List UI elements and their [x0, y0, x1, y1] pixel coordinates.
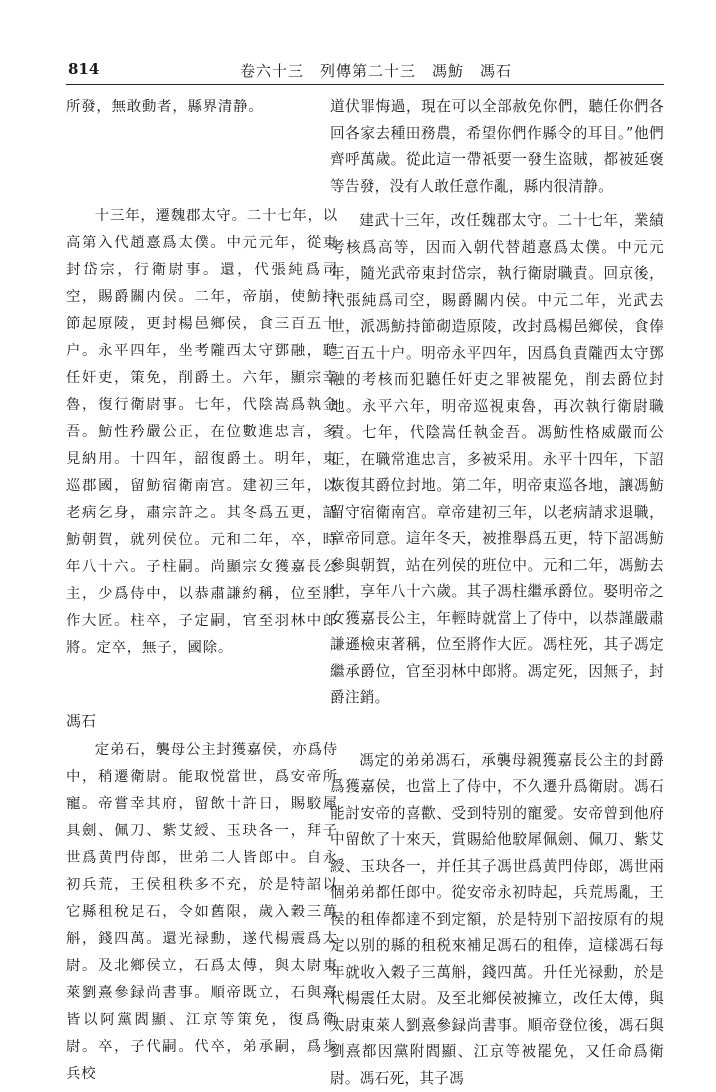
- running-header: 卷六十三 列傳第二十三 馮魴 馮石: [240, 60, 512, 81]
- left-paragraph-top: 所發，無敢動者，縣界清静。: [66, 94, 338, 121]
- section-title: 馮石: [66, 710, 338, 731]
- left-paragraph-2: 定弟石，襲母公主封獲嘉侯，亦爲侍中，稍遷衛尉。能取悦當世，爲安帝所寵。帝嘗幸其府，留飲十許日，賜駮犀具劍、佩刀、紫艾綬、玉玦各一，拜子世爲黄門侍郎，世弟二人皆郎中。自永初兵荒，王侯租秩多不充，於是特詔以它縣租稅足石，令如舊限，歲入穀三萬斛，錢四萬。還光禄勳，遂代楊震爲太尉。及北鄉侯立，石爲太傅，與太尉東萊劉熹參録尚書事。順帝既立，石與熹皆以阿黨閻顯、江京等策免，復爲衛尉。卒，子代嗣。代卒，弟承嗣，爲步兵校: [66, 737, 338, 1088]
- right-paragraph-top: 道伏罪悔過，現在可以全部赦免你們，聽任你們各回各家去種田務農，希望你們作縣令的耳目。”他們齊呼萬歲。從此這一帶祇要一發生盗賊，都被延褒等告發，没有人敢任意作亂，縣内很清静。: [330, 94, 664, 200]
- header-rule: [66, 84, 664, 85]
- right-column-translation: [330, 94, 664, 1092]
- right-paragraph-1: 建武十三年，改任魏郡太守。二十七年，業績考核爲高等，因而入朝代替趙憙爲太僕。中元元年，隨光武帝東封岱宗，執行衛尉職責。回京後，代張純爲司空，賜爵關内侯。中元二年，光武去世，派馮魴持節砌造原陵，改封爲楊邑鄉侯，食俸三百五十户。明帝永平四年，因爲負責隴西太守鄧融的考核而犯聽任奸吏之罪被罷免，削去爵位封地。永平六年，明帝巡視東魯，再次執行衛尉職責。七年，代陰嵩任執金吾。馮魴性格威嚴而公正，在職常進忠言，多被采用。永平十四年，下詔恢復其爵位封地。第二年，明帝東巡各地，讓馮魴留守宿衛南宫。章帝建初三年，以老病請求退職，章帝同意。這年冬天，被推舉爲五更，特下詔馮魴參與朝賀，站在列侯的班位中。元和二年，馮魴去世，享年八十六歲。其子馮柱繼承爵位。娶明帝之女獲嘉長公主，年輕時就當上了侍中，以恭謹嚴肅謙遜檢束著稱，位至將作大匠。馮柱死，其子馮定繼承爵位，官至羽林中郎將。馮定死，因無子，封爵注銷。: [330, 208, 664, 712]
- right-paragraph-2: 馮定的弟弟馮石，承襲母親獲嘉長公主的封爵爲獲嘉侯，也當上了侍中，不久遷升爲衛尉。馮石能討安帝的喜歡、受到特别的寵愛。安帝曾到他府中留飲了十來天，賞賜給他駮犀佩劍、佩刀、紫艾綬、玉玦各一，并任其子馮世爲黄門侍郎，馮世兩個弟弟都任郎中。從安帝永初時起，兵荒馬亂，王侯的租俸都達不到定額，於是特别下詔按原有的規定以别的縣的租税來補足馮石的租俸，這樣馮石每年就收入穀子三萬斛，錢四萬。升任光禄勳，於是代楊震任太尉。及至北鄉侯被擁立，改任太傅，與太尉東萊人劉熹參録尚書事。順帝登位後，馮石與劉熹都因黨附閻顯、江京等被罷免，又任命爲衛尉。馮石死，其子馮: [330, 748, 664, 1092]
- left-column-classical: [66, 94, 338, 1088]
- page-number: 814: [68, 60, 99, 78]
- left-paragraph-1: 十三年，遷魏郡太守。二十七年，以高第入代趙憙爲太僕。中元元年，從東封岱宗，行衛尉事。還，代張純爲司空，賜爵關内侯。二年，帝崩，使魴持節起原陵，更封楊邑鄉侯，食三百五十户。永平四年，坐考隴西太守鄧融，聽任奸吏，策免，削爵土。六年，顯宗幸魯，復行衛尉事。七年，代陰嵩爲執金吾。魴性矜嚴公正，在位數進忠言，多見納用。十四年，韶復爵土。明年，東巡郡國，留魴宿衛南宫。建初三年，以老病乞身，肅宗許之。其冬爲五更，詔魴朝賀，就列侯位。元和二年，卒，時年八十六。子柱嗣。尚顯宗女獲嘉長公主，少爲侍中，以恭肅謙約稱，位至將作大匠。柱卒，子定嗣，官至羽林中郎將。定卒，無子，國除。: [66, 203, 338, 662]
